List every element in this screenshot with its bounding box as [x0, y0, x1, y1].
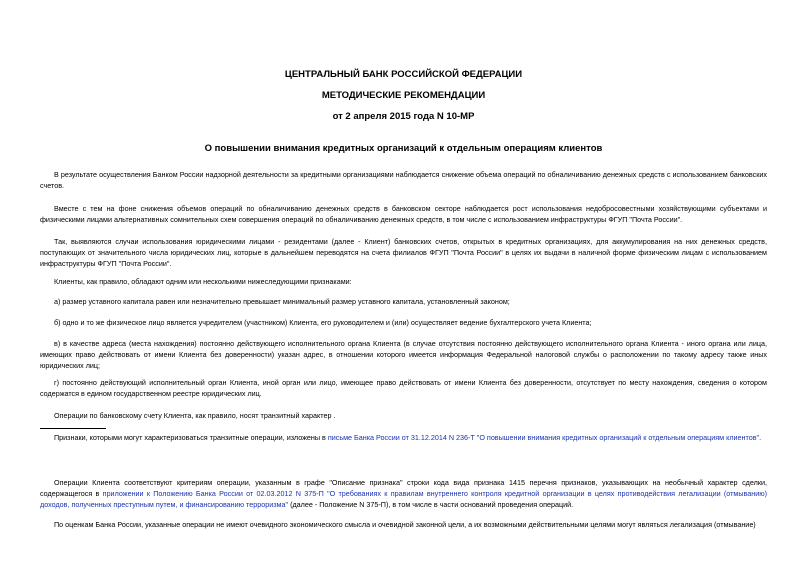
footnote [40, 432, 767, 443]
paragraph-10 [40, 477, 767, 510]
paragraph-9 [40, 410, 767, 421]
paragraph-8: г) постоянно действующий исполнительный орган Клиента, иной орган или лицо, имеющее право действовать от имени Клиента без доверенности, отсутствует по месту нахождения, сведения о котором содержатся в едином государственном реестре юридических лиц. [40, 378, 767, 398]
doc-title: О повышении внимания кредитных организаций к отдельным операциям клиентов [204, 143, 603, 154]
paragraph-7: в) в качестве адреса (места нахождения) постоянно действующего исполнительного органа Клиента (в случае отсутствия постоянно действующего исполнительного органа Клиента - иного органа или лица, имеющих право действовать от имени Клиента без доверенности) указан адрес, в отношении которого имеется информация Федеральной налоговой службы о расположении по такому адресу также иных юридических лиц; [40, 339, 767, 370]
doc-date: от 2 апреля 2015 года N 10-МР [332, 111, 475, 122]
paragraph-4: Клиенты, как правило, обладают одним или несколькими нижеследующими признаками: [54, 277, 352, 286]
paragraph-1: В результате осуществления Банком России надзорной деятельности за кредитными организациями наблюдается снижение объема операций по обналичиванию денежных средств с использованием банковских счетов. [40, 170, 767, 190]
footnote-link[interactable]: письме Банка России от 31.12.2014 N 236-Т "О повышении внимания кредитных организаций к отдельным операциям клиентов" [327, 433, 760, 442]
footnote-tail: . [759, 433, 762, 442]
paragraph-9-tail: . [333, 411, 336, 420]
paragraph-2: Вместе с тем на фоне снижения объемов операций по обналичиванию денежных средств в банковском секторе наблюдается рост использования недобросовестными хозяйствующими субъектами и физическими лицами альтернативных сомнительных схем совершения операций по обналичиванию денежных средств, в том числе с использованием инфраструктуры ФГУП "Почта России". [40, 204, 767, 224]
footnote-divider [40, 428, 106, 429]
paragraph-10-text: Операции Клиента соответствуют критериям операции, указанным в графе "Описание признака" строки кода вида признака 1415 перечня признаков, указывающих на необычный характер сделки, содержащегося в [40, 478, 767, 498]
paragraph-10-tail: (далее - Положение N 375-П), в том числе в части оснований проведения операций. [290, 500, 574, 509]
paragraph-3: Так, выявляются случаи использования юридическими лицами - резидентами (далее - Клиент) банковских счетов, открытых в кредитных организациях, для аккумулирования на них денежных средств, поступающих от значительного числа юридических лиц, которые в дальнейшем переводятся на счета филиалов ФГУП "Почта России" в целях их выдачи в наличной форме физическим лицам с использованием инфраструктуры ФГУП "Почта России". [40, 237, 767, 268]
doc-type: МЕТОДИЧЕСКИЕ РЕКОМЕНДАЦИИ [321, 90, 486, 101]
footnote-text: Признаки, которыми могут характеризоваться транзитные операции, изложены в [54, 433, 326, 442]
regulation-link[interactable]: приложении к Положению Банка России от 02.03.2012 N 375-П "О требованиях к правилам внутреннего контроля кредитной организации в целях противодействия легализации (отмыванию) доходов, полученных преступным путем, и финансированию терроризма" [40, 489, 768, 509]
paragraph-6: б) одно и то же физическое лицо является учредителем (участником) Клиента, его руководителем и (или) осуществляет ведение бухгалтерского учета Клиента; [54, 318, 592, 327]
paragraph-5: а) размер уставного капитала равен или незначительно превышает минимальный размер уставного капитала, установленный законом; [54, 297, 510, 306]
org-title: ЦЕНТРАЛЬНЫЙ БАНК РОССИЙСКОЙ ФЕДЕРАЦИИ [284, 69, 523, 80]
paragraph-9-text: Операции по банковскому счету Клиента, как правило, носят транзитный характер [54, 411, 332, 420]
paragraph-11: По оценкам Банка России, указанные операции не имеют очевидного экономического смысла и очевидной законной цели, а их возможными действительными целями могут являться легализация (отмывание) [54, 520, 756, 529]
